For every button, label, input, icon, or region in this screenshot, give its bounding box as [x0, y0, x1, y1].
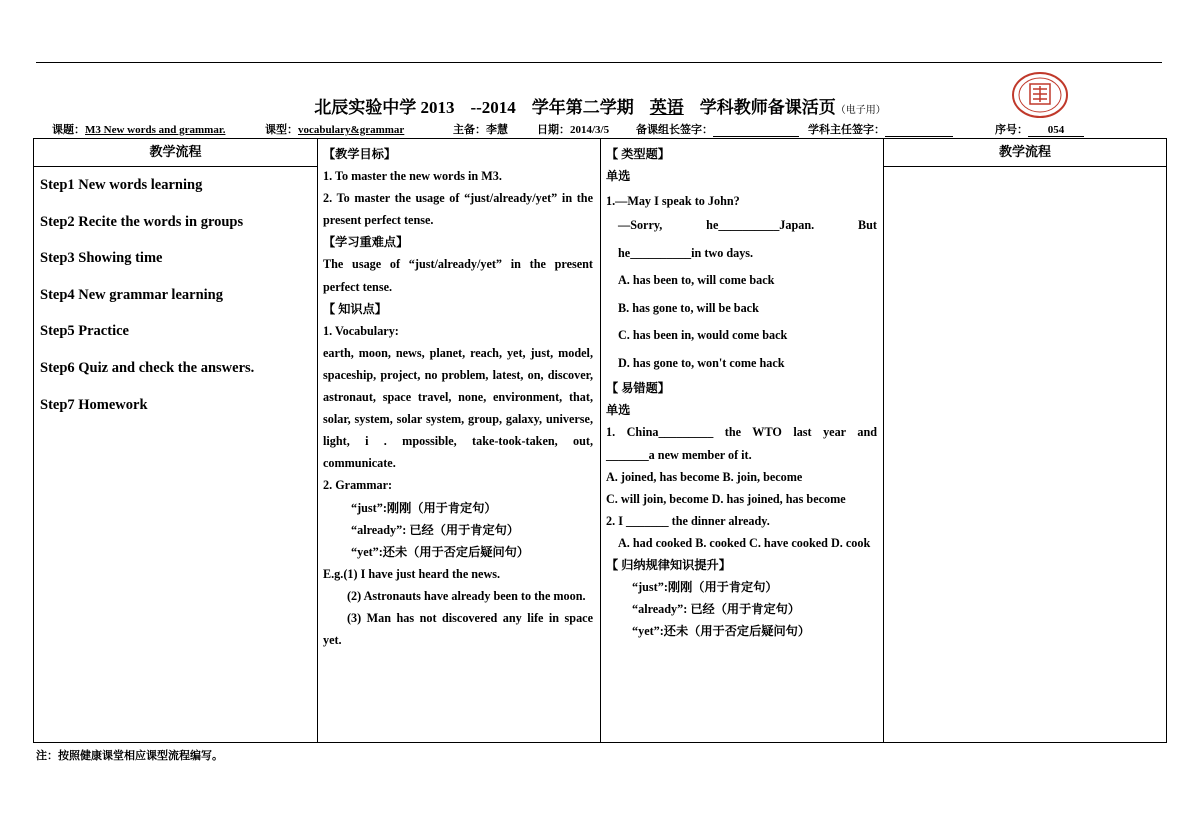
- col1-header-rule: [34, 166, 317, 167]
- title-term: 学年第二学期: [531, 98, 634, 117]
- q1-option-b: B. has gone to, will be back: [618, 300, 759, 315]
- step-item: Step3 Showing time: [40, 250, 163, 267]
- grammar-just: “just”:刚刚（用于肯定句）: [351, 500, 497, 515]
- grammar-title: 2. Grammar:: [323, 478, 393, 493]
- goal-2: 2. To master the usage of “just/already/yet” in the present perfect tense.: [323, 191, 593, 228]
- step-item: Step1 New words learning: [40, 177, 203, 193]
- title-subject: 英语: [649, 98, 684, 117]
- q1-option-d: D. has gone to, won't come hack: [618, 355, 785, 370]
- meta-type: 课型：vocabulary&grammar: [265, 124, 405, 136]
- vocab-title: 1. Vocabulary:: [323, 323, 399, 338]
- footnote: 注：按照健康课堂相应课型流程编写。: [36, 750, 223, 762]
- lesson-table: [33, 138, 1167, 743]
- question-3: 2. I _______ the dinner already.: [606, 513, 770, 528]
- example-3: (3) Man has not discovered any life in space yet.: [323, 610, 593, 648]
- example-1: E.g.(1) I have just heard the news.: [323, 566, 501, 581]
- meta-owner: 主备：李慧: [453, 124, 508, 136]
- col-divider-3: [883, 139, 884, 742]
- type-questions-header: 【 类型题】: [606, 147, 670, 161]
- single-choice-label-2: 单选: [606, 403, 631, 418]
- q2-options-ab: A. joined, has become B. join, become: [606, 469, 803, 484]
- q3-options: A. had cooked B. cooked C. have cooked D. cook: [618, 535, 871, 550]
- exercises-column: [606, 143, 877, 642]
- goals-header: 【教学目标】: [323, 147, 397, 161]
- key-points-header: 【学习重难点】: [323, 235, 409, 250]
- knowledge-header: 【 知识点】: [323, 301, 387, 316]
- example-2: (2) Astronauts have already been to the moon.: [347, 588, 586, 603]
- step-list: [40, 177, 254, 433]
- title-note: （电子用）: [835, 105, 886, 116]
- step-item: Step7 Homework: [40, 396, 148, 413]
- meta-group-sign: 备课组长签字：: [636, 121, 799, 137]
- single-choice-label: 单选: [606, 169, 631, 184]
- summary-header: 【 归纳规律知识提升】: [606, 558, 731, 573]
- question-1-blank: —Sorry, he__________Japan. But he__________in two days.: [618, 218, 877, 260]
- question-1: 1.—May I speak to John?: [606, 194, 740, 209]
- step-item: Step5 Practice: [40, 323, 129, 340]
- meta-dept-sign: 学科主任签字：: [808, 121, 953, 137]
- q1-option-a: A. has been to, will come back: [618, 273, 775, 288]
- meta-topic: 课题：M3 New words and grammar.: [52, 124, 226, 136]
- goal-1: 1. To master the new words in M3.: [323, 169, 502, 184]
- title-page-name: 学科教师备课活页: [699, 98, 836, 117]
- question-2: 1. China_________ the WTO last year and _______a new member of it.: [606, 425, 877, 462]
- summary-already: “already”: 已经（用于肯定句）: [632, 602, 801, 617]
- objectives-column: [323, 143, 593, 651]
- col4-header: 教学流程: [998, 144, 1051, 159]
- step-item: Step2 Recite the words in groups: [40, 213, 244, 230]
- q2-options-cd: C. will join, become D. has joined, has become: [606, 491, 846, 506]
- title-years: --2014: [470, 98, 516, 117]
- vocab-text: earth, moon, news, planet, reach, yet, just, model, spaceship, project, no problem, latest, on, discover, astronaut, space travel, none, environment, that, solar, system, solar system, group, galaxy, universe, light, i . mpossible, take-took-taken, out, communicate.: [323, 345, 593, 471]
- meta-serial: 序号： 054: [995, 121, 1084, 137]
- summary-yet: “yet”:还未（用于否定后疑问句）: [632, 624, 811, 639]
- col1-header: 教学流程: [149, 144, 202, 159]
- error-prone-header: 【 易错题】: [606, 381, 670, 396]
- col4-header-rule: [883, 166, 1167, 167]
- col-divider-2: [600, 139, 601, 742]
- top-rule: [36, 62, 1162, 63]
- grammar-yet: “yet”:还未（用于否定后疑问句）: [351, 544, 530, 559]
- col-divider-1: [317, 139, 318, 742]
- grammar-already: “already”: 已经（用于肯定句）: [351, 522, 520, 537]
- key-points-text: The usage of “just/already/yet” in the present perfect tense.: [323, 257, 593, 294]
- summary-just: “just”:刚刚（用于肯定句）: [632, 580, 778, 595]
- meta-date: 日期：2014/3/5: [537, 124, 610, 136]
- q1-option-c: C. has been in, would come back: [618, 328, 788, 343]
- title-school: 北辰实验中学 2013: [314, 98, 455, 117]
- step-item: Step4 New grammar learning: [40, 286, 223, 303]
- step-item: Step6 Quiz and check the answers.: [40, 359, 255, 376]
- school-seal-icon: [1010, 70, 1070, 120]
